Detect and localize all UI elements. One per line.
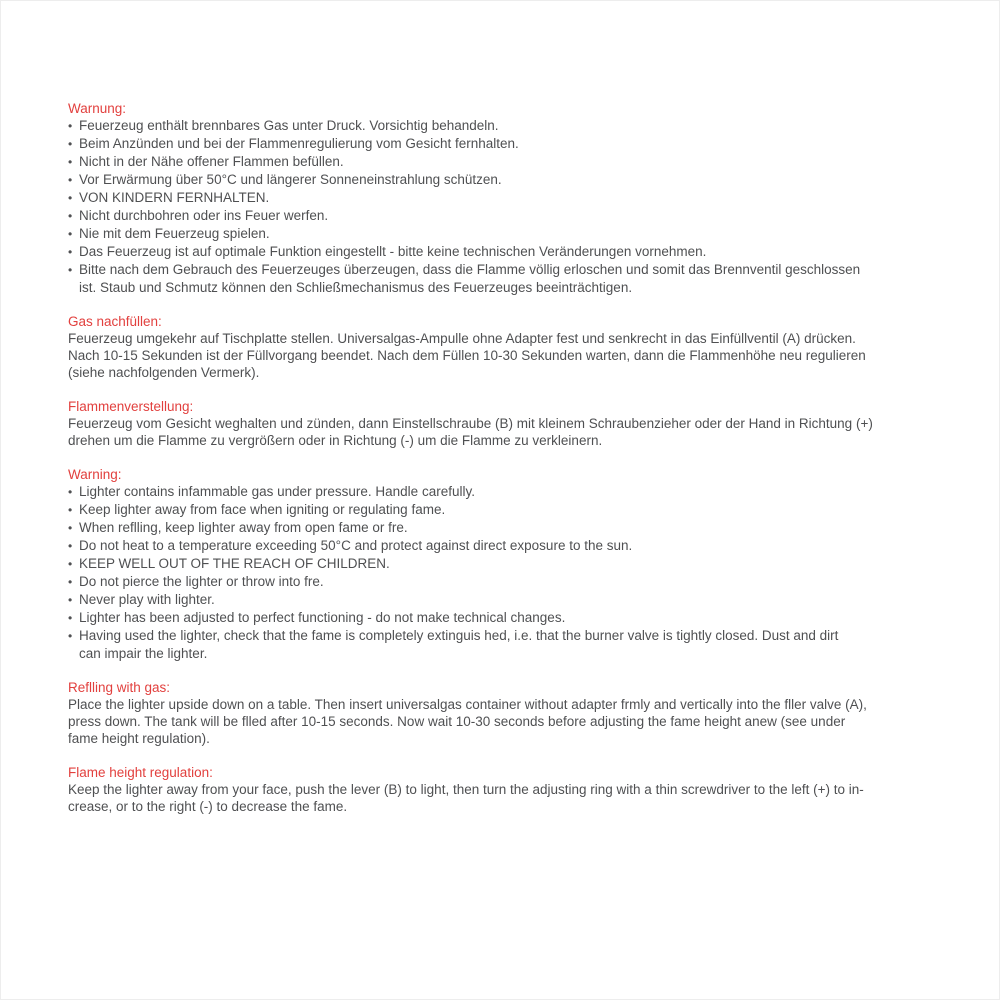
bullet-icon: •	[68, 209, 73, 223]
bullet-line	[68, 627, 940, 645]
bullet-icon: •	[68, 245, 73, 259]
bullet-line	[68, 207, 940, 225]
line-text: KEEP WELL OUT OF THE REACH OF CHILDREN.	[79, 556, 390, 571]
bullet-line	[68, 261, 940, 279]
bullet-line	[68, 225, 940, 243]
text-line	[68, 330, 940, 347]
line-text: Das Feuerzeug ist auf optimale Funktion eingestellt - bitte keine technischen Veränderungen vornehmen.	[79, 244, 707, 259]
line-text: Lighter has been adjusted to perfect functioning - do not make technical changes.	[79, 610, 566, 625]
bullet-icon: •	[68, 611, 73, 625]
text-line	[68, 432, 940, 449]
line-text: can impair the lighter.	[79, 646, 208, 661]
bullet-line	[68, 519, 940, 537]
section	[68, 398, 940, 449]
bullet-line	[68, 537, 940, 555]
section	[68, 100, 940, 296]
section	[68, 679, 940, 747]
bullet-icon: •	[68, 227, 73, 241]
bullet-icon: •	[68, 539, 73, 553]
bullet-icon: •	[68, 155, 73, 169]
text-line	[68, 713, 940, 730]
line-text: Having used the lighter, check that the fame is completely extinguis hed, i.e. that the burner valve is tightly closed. Dust and dirt	[79, 628, 839, 643]
bullet-icon: •	[68, 173, 73, 187]
bullet-icon: •	[68, 557, 73, 571]
bullet-icon: •	[68, 191, 73, 205]
section-heading: Flammenverstellung:	[68, 399, 194, 414]
line-text: When reflling, keep lighter away from open fame or fre.	[79, 520, 408, 535]
bullet-icon: •	[68, 593, 73, 607]
line-text: Vor Erwärmung über 50°C und längerer Sonneneinstrahlung schützen.	[79, 172, 502, 187]
line-text: Never play with lighter.	[79, 592, 215, 607]
bullet-line	[68, 555, 940, 573]
line-text: Keep the lighter away from your face, push the lever (B) to light, then turn the adjusting ring with a thin screwdriver to the left (+) to in-	[68, 782, 864, 797]
bullet-line	[68, 591, 940, 609]
text-line	[68, 364, 940, 381]
section	[68, 764, 940, 815]
line-text: press down. The tank will be flled after 10-15 seconds. Now wait 10-30 seconds before adjusting the fame height anew (see under	[68, 714, 846, 729]
text-line	[68, 781, 940, 798]
line-text: Do not heat to a temperature exceeding 50°C and protect against direct exposure to the sun.	[79, 538, 633, 553]
text-line	[68, 347, 940, 364]
bullet-icon: •	[68, 503, 73, 517]
bullet-line	[68, 117, 940, 135]
bullet-icon: •	[68, 629, 73, 643]
bullet-line	[68, 153, 940, 171]
line-text: Bitte nach dem Gebrauch des Feuerzeuges überzeugen, dass die Flamme völlig erloschen und somit das Brennventil geschlossen	[79, 262, 861, 277]
line-text: Beim Anzünden und bei der Flammenregulierung vom Gesicht fernhalten.	[79, 136, 519, 151]
bullet-line	[68, 573, 940, 591]
bullet-icon: •	[68, 119, 73, 133]
bullet-icon: •	[68, 137, 73, 151]
section-heading: Warning:	[68, 467, 122, 482]
bullet-line	[68, 135, 940, 153]
text-line	[68, 798, 940, 815]
line-text: Place the lighter upside down on a table. Then insert universalgas container without adapter frmly and vertically into the fller valve (A),	[68, 697, 867, 712]
line-text: Nie mit dem Feuerzeug spielen.	[79, 226, 270, 241]
section	[68, 466, 940, 662]
section-heading: Reflling with gas:	[68, 680, 171, 695]
line-text: ist. Staub und Schmutz können den Schließmechanismus des Feuerzeuges beeinträchtigen.	[79, 280, 633, 295]
bullet-line	[68, 189, 940, 207]
bullet-icon: •	[68, 575, 73, 589]
bullet-icon: •	[68, 263, 73, 277]
line-text: Feuerzeug umgekehr auf Tischplatte stellen. Universalgas-Ampulle ohne Adapter fest und senkrecht in das Einfüllventil (A) drücken.	[68, 331, 856, 346]
section-heading: Flame height regulation:	[68, 765, 213, 780]
line-text: crease, or to the right (-) to decrease the fame.	[68, 799, 348, 814]
line-text: Lighter contains infammable gas under pressure. Handle carefully.	[79, 484, 475, 499]
line-text: Nach 10-15 Sekunden ist der Füllvorgang beendet. Nach dem Füllen 10-30 Sekunden warten, dann die Flammenhöhe neu regulieren	[68, 348, 866, 363]
bullet-icon: •	[68, 521, 73, 535]
line-text: drehen um die Flamme zu vergrößern oder in Richtung (-) um die Flamme zu verkleinern.	[68, 433, 603, 448]
bullet-line	[68, 501, 940, 519]
text-line	[68, 696, 940, 713]
bullet-icon: •	[68, 485, 73, 499]
text-line	[68, 415, 940, 432]
line-text: Nicht in der Nähe offener Flammen befüllen.	[79, 154, 344, 169]
bullet-line	[68, 171, 940, 189]
section-heading: Warnung:	[68, 101, 127, 116]
bullet-line	[68, 483, 940, 501]
line-text: Keep lighter away from face when igniting or regulating fame.	[79, 502, 446, 517]
section	[68, 313, 940, 381]
line-text: VON KINDERN FERNHALTEN.	[79, 190, 270, 205]
text-line	[68, 730, 940, 747]
text-line	[68, 645, 940, 662]
bullet-line	[68, 609, 940, 627]
text-line	[68, 279, 940, 296]
line-text: fame height regulation).	[68, 731, 210, 746]
line-text: Feuerzeug vom Gesicht weghalten und zünden, dann Einstellschraube (B) mit kleinem Schraubenzieher oder der Hand in Richtung (+)	[68, 416, 873, 431]
line-text: (siehe nachfolgenden Vermerk).	[68, 365, 260, 380]
bullet-line	[68, 243, 940, 261]
line-text: Feuerzeug enthält brennbares Gas unter Druck. Vorsichtig behandeln.	[79, 118, 499, 133]
line-text: Do not pierce the lighter or throw into fre.	[79, 574, 324, 589]
line-text: Nicht durchbohren oder ins Feuer werfen.	[79, 208, 329, 223]
section-heading: Gas nachfüllen:	[68, 314, 162, 329]
